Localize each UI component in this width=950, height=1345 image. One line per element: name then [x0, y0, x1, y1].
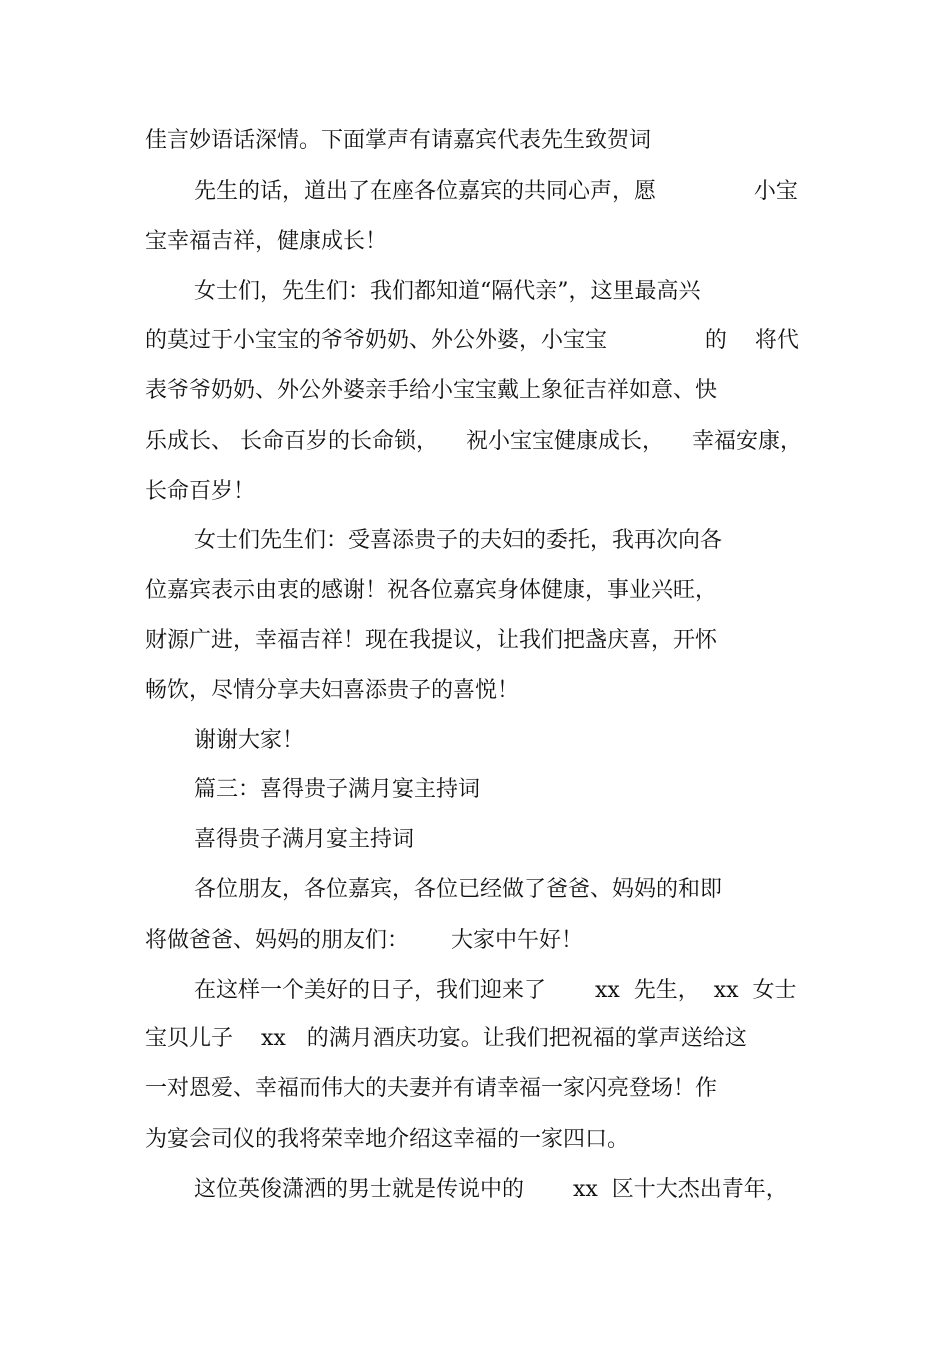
text-line: 长命百岁！ — [145, 479, 256, 504]
text-line: 在这样一个美好的日子，我们迎来了 xx 先生， xx 女士 — [194, 978, 797, 1003]
text-line: 的莫过于小宝宝的爷爷奶奶、外公外婆，小宝宝 的 将代 — [145, 328, 799, 353]
text-line: 表爷爷奶奶、外公外婆亲手给小宝宝戴上象征吉祥如意、快 — [145, 378, 718, 403]
text-line: 谢谢大家！ — [194, 728, 305, 753]
text-line: 畅饮，尽情分享夫妇喜添贵子的喜悦！ — [145, 678, 520, 703]
section-title: 喜得贵子满月宴主持词 — [194, 827, 415, 852]
text-line: 将做爸爸、妈妈的朋友们： 大家中午好！ — [145, 928, 583, 953]
text-line: 财源广进，幸福吉祥！现在我提议，让我们把盏庆喜，开怀 — [145, 628, 718, 653]
text-line: 这位英俊潇洒的男士就是传说中的 xx 区十大杰出青年， — [194, 1177, 788, 1202]
text-line: 一对恩爱、幸福而伟大的夫妻并有请幸福一家闪亮登场！作 — [145, 1076, 718, 1101]
text-line: 为宴会司仪的我将荣幸地介绍这幸福的一家四口。 — [145, 1127, 630, 1152]
text-line: 先生的话，道出了在座各位嘉宾的共同心声，愿 小宝 — [194, 179, 798, 204]
text-line: 位嘉宾表示由衷的感谢！祝各位嘉宾身体健康，事业兴旺， — [145, 578, 718, 603]
text-line: 各位朋友，各位嘉宾，各位已经做了爸爸、妈妈的和即 — [194, 877, 723, 902]
text-line: 宝贝儿子 xx 的满月酒庆功宴。让我们把祝福的掌声送给这 — [145, 1026, 747, 1051]
text-line: 宝幸福吉祥，健康成长！ — [145, 229, 388, 254]
text-line: 佳言妙语话深情。下面掌声有请嘉宾代表先生致贺词 — [145, 128, 652, 153]
text-line: 女士们先生们：受喜添贵子的夫妇的委托，我再次向各 — [194, 528, 723, 553]
text-line: 乐成长、 长命百岁的长命锁， 祝小宝宝健康成长， 幸福安康， — [145, 429, 802, 454]
section-heading: 篇三：喜得贵子满月宴主持词 — [194, 777, 481, 802]
text-line: 女士们，先生们：我们都知道“隔代亲”，这里最高兴 — [194, 279, 701, 304]
